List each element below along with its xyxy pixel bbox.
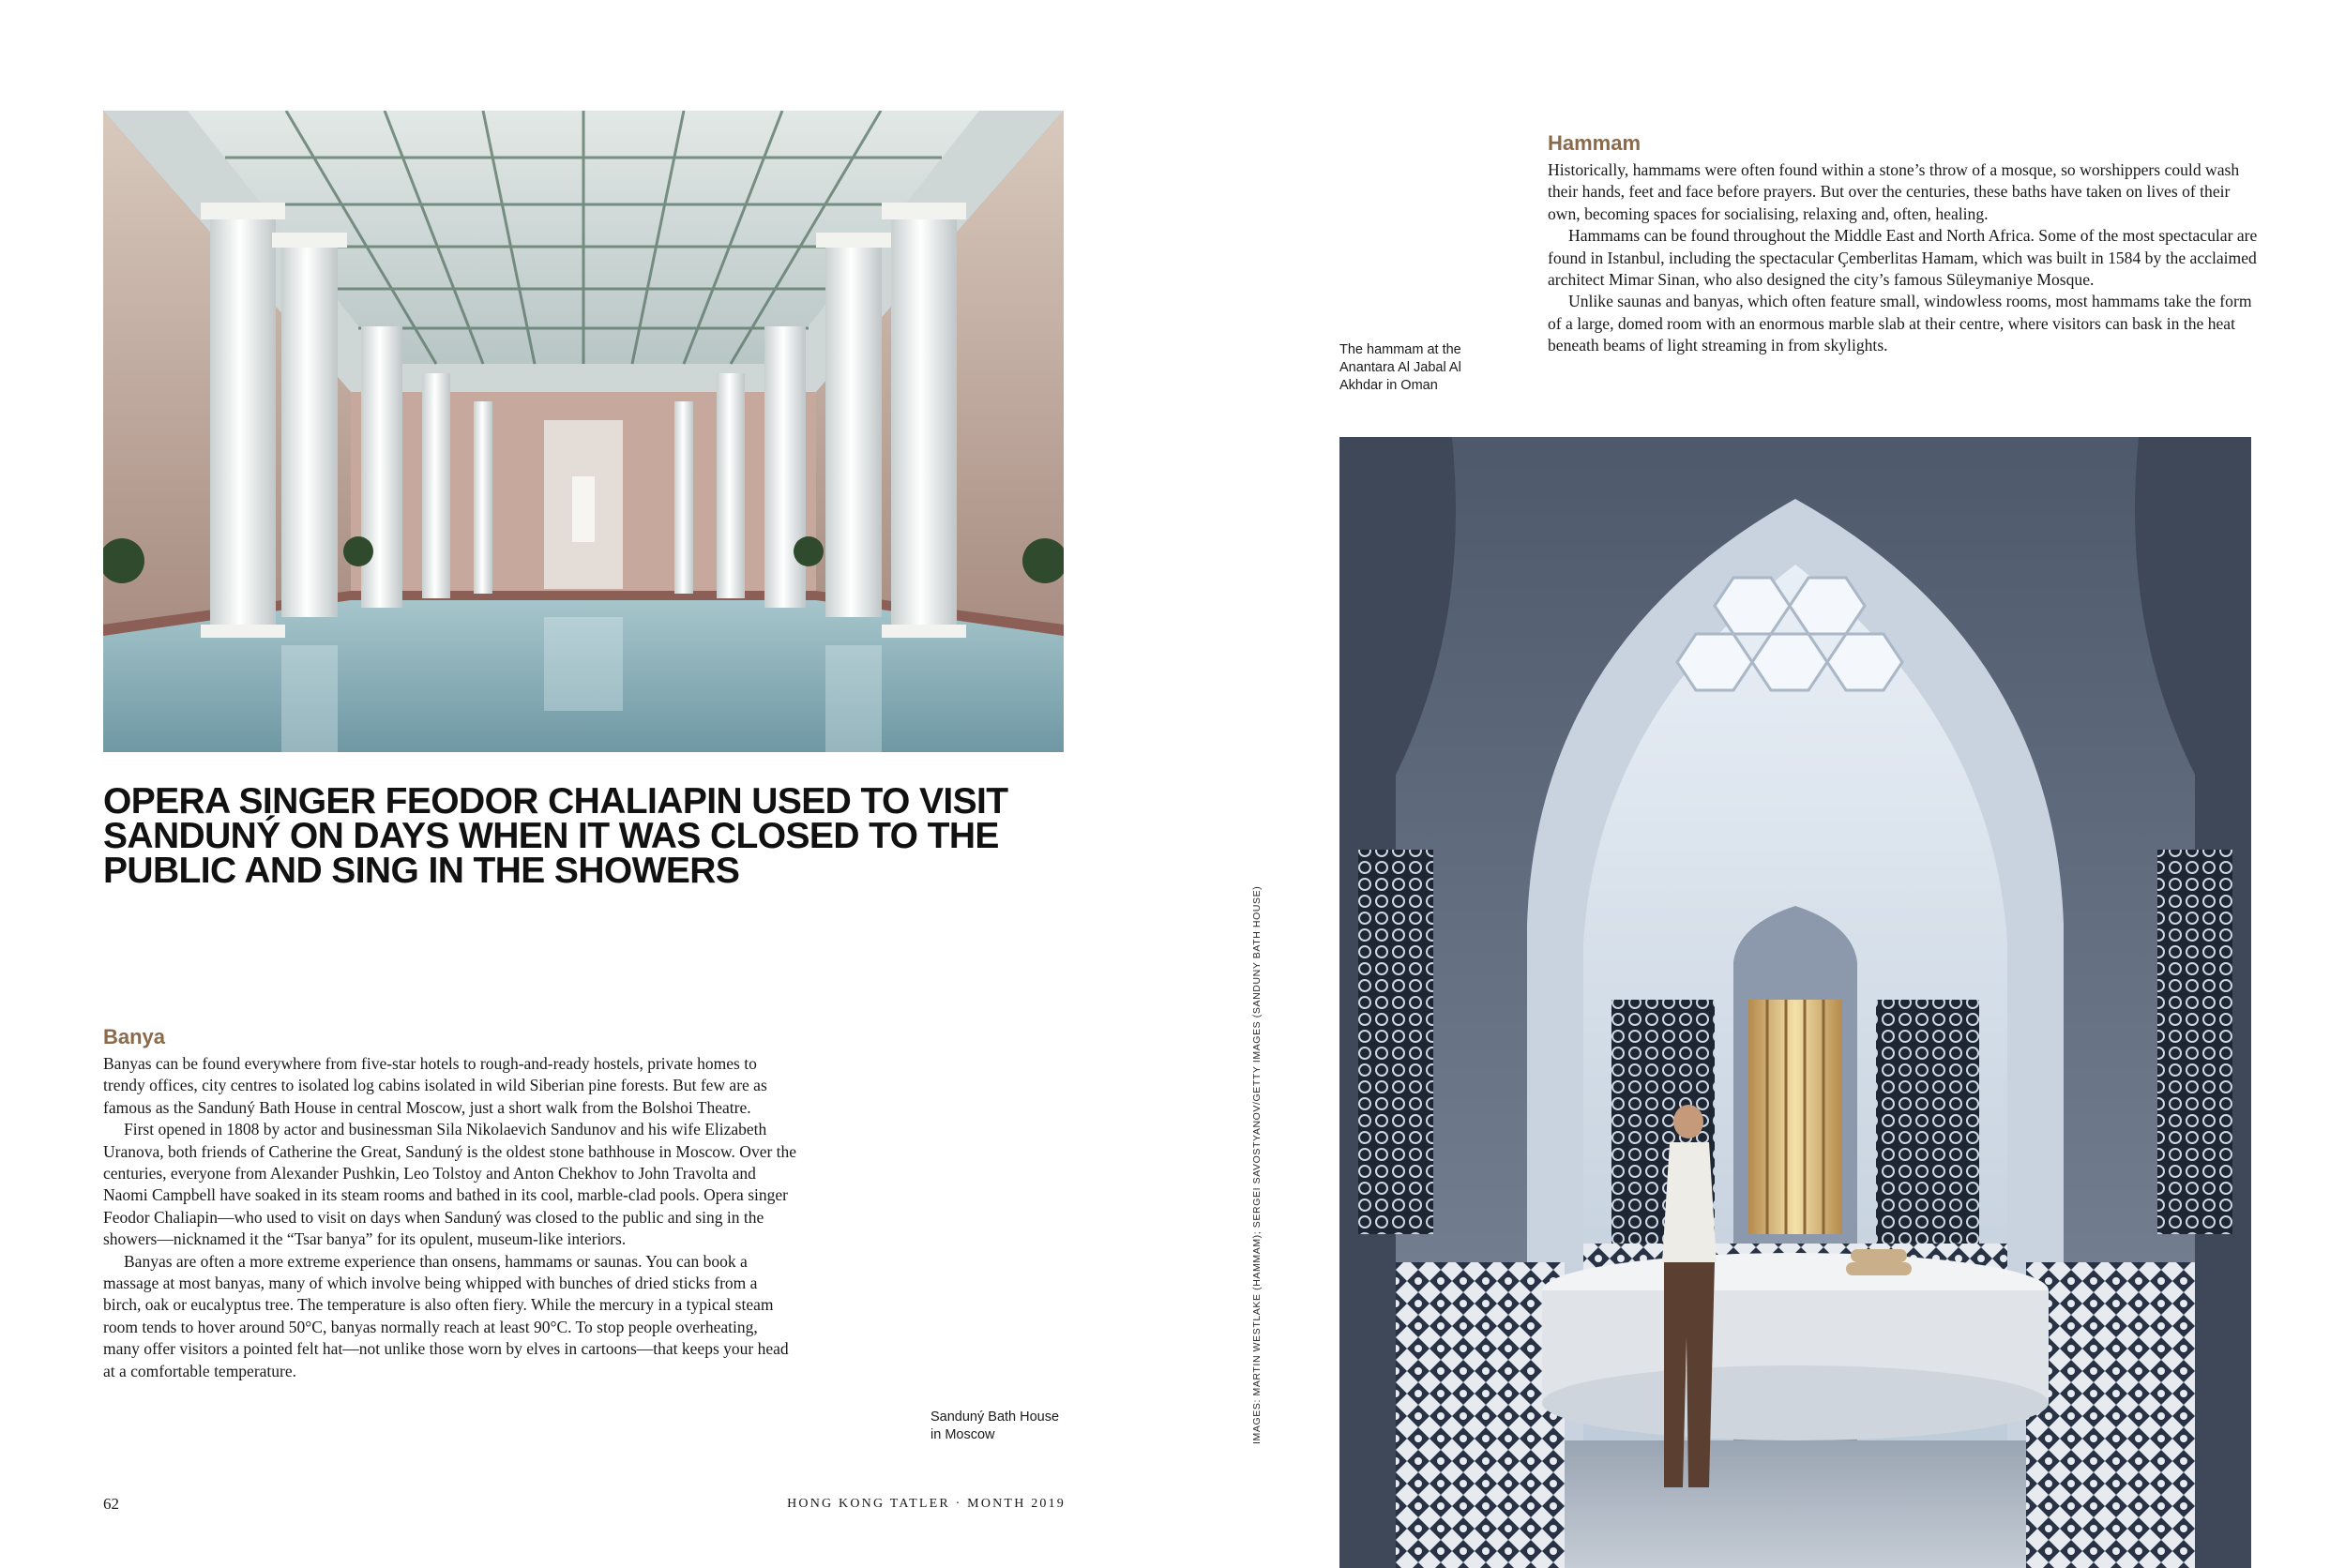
hammam-photo	[1339, 437, 2251, 1568]
image-credit-text: IMAGES: MARTIN WESTLAKE (HAMMAM); SERGEI SAVOSTYANOV/GETTY IMAGES (SANDUNY BATH HOUSE)	[1251, 885, 1263, 1444]
sanduny-caption	[930, 1409, 1059, 1444]
pull-quote-line: OPERA SINGER FEODOR CHALIAPIN USED TO VISIT	[103, 781, 1008, 822]
pull-quote-line: PUBLIC AND SING IN THE SHOWERS	[103, 851, 740, 891]
hammam-caption	[1339, 341, 1461, 395]
pull-quote-line: SANDUNÝ ON DAYS WHEN IT WAS CLOSED TO THE	[103, 816, 999, 856]
sanduny-bath-house-photo	[103, 111, 1064, 752]
caption-line: Sanduný Bath House	[930, 1410, 1060, 1425]
caption-line: Anantara Al Jabal Al	[1339, 360, 1461, 375]
banya-paragraph: Banyas are often a more extreme experience than onsens, hammams or saunas. You can book a massage at most banyas, many of which involve being whipped with bunches of dried sticks from a birch, oak or eucalyptus tree. The temperature is also often fiery. While the mercury in a typical steam room tends to hover around 50°C, banyas normally reach at least 90°C. To stop people overheating, many offer visitors a pointed felt hat—not unlike those worn by elves in cartoons—that keeps your head at a comfortable temperature.	[103, 1251, 789, 1380]
hammam-paragraph: Historically, hammams were often found within a stone’s throw of a mosque, so worshippers could wash their hands, feet and face before prayers. But over the centuries, these baths have taken on lives of their own, becoming spaces for socialising, relaxing and, often, healing.	[1548, 160, 2240, 223]
hammam-section	[1548, 131, 2261, 357]
banya-paragraph: First opened in 1808 by actor and businessman Sila Nikolaevich Sandunov and his wife Elizabeth Uranova, both friends of Catherine the Great, Sanduný is the oldest stone bathhouse in Moscow. Over the centuries, everyone from Alexander Pushkin, Leo Tolstoy and Anton Chekhov to John Travolta and Naomi Campbell have soaked in its steam rooms and bathed in its cool, marble-clad pools. Opera singer Feodor Chaliapin—who used to visit on days when Sanduný was closed to the public and sing in the showers—nicknamed it the “Tsar banya” for its opulent, museum-like interiors.	[103, 1120, 797, 1249]
hammam-paragraph: Unlike saunas and banyas, which often feature small, windowless rooms, most hammams take the form of a large, domed room with an enormous marble slab at their centre, where visitors can bask in the heat beneath beams of light streaming in from skylights.	[1548, 292, 2252, 355]
hammam-body	[1548, 159, 2261, 357]
caption-line: The hammam at the	[1339, 342, 1461, 357]
banya-body	[103, 1053, 797, 1382]
page-number: 62	[103, 1495, 119, 1513]
hammam-paragraph: Hammams can be found throughout the Middle East and North Africa. Some of the most spectacular are found in Istanbul, including the spectacular Çemberlitas Hamam, which was built in 1584 by the acclaimed architect Mimar Sinan, who also designed the city’s famous Süleymaniye Mosque.	[1548, 226, 2258, 290]
pull-quote	[103, 781, 1069, 891]
running-head: HONG KONG TATLER · MONTH 2019	[787, 1497, 1066, 1511]
right-page	[1172, 0, 2345, 1568]
banya-paragraph: Banyas can be found everywhere from five-star hotels to rough-and-ready hostels, private homes to trendy offices, city centres to isolated log cabins isolated in wild Siberian pine forests. But few are as famous as the Sanduný Bath House in central Moscow, just a short walk from the Bolshoi Theatre.	[103, 1054, 767, 1117]
hammam-heading: Hammam	[1548, 131, 1642, 155]
banya-section	[103, 1025, 797, 1382]
caption-line: in Moscow	[930, 1427, 995, 1442]
banya-heading: Banya	[103, 1025, 166, 1048]
caption-line: Akhdar in Oman	[1339, 378, 1438, 393]
